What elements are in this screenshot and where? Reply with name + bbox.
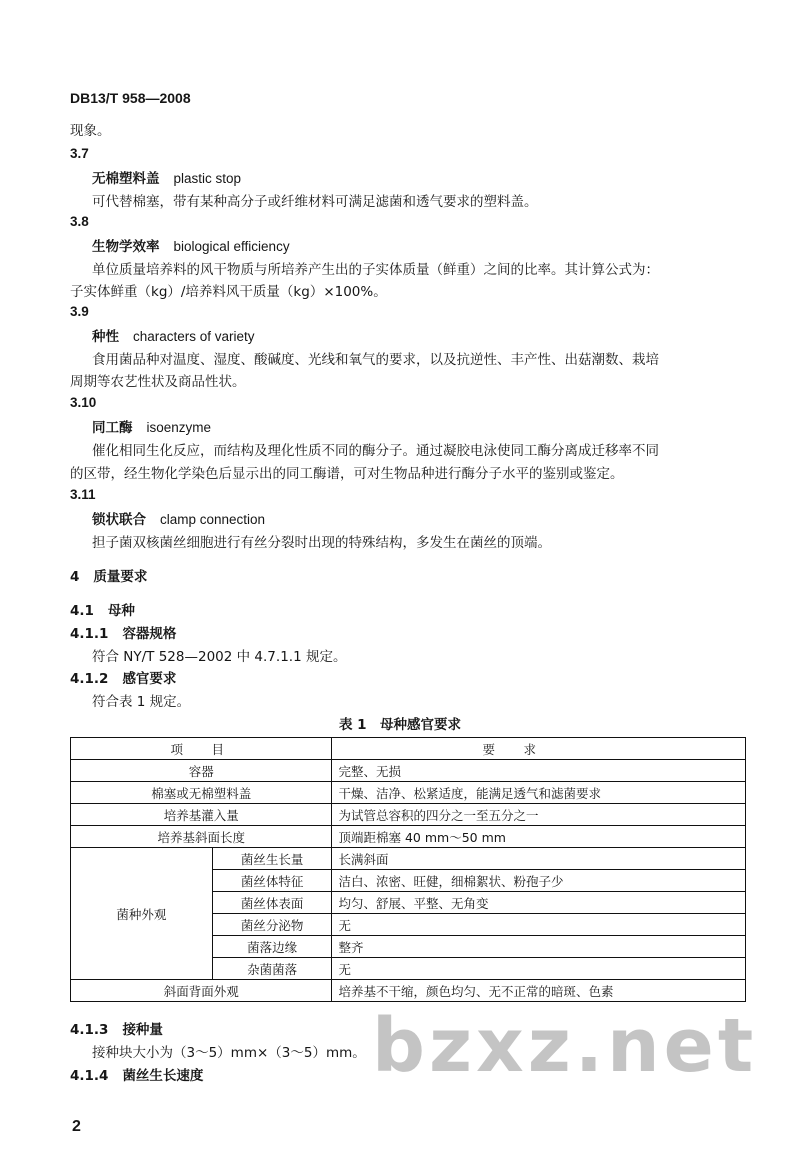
subsection-heading xyxy=(70,1019,163,1041)
table-row xyxy=(71,980,746,1002)
term-en: clamp connection xyxy=(160,512,266,527)
table-cell-item: 培养基灌入量 xyxy=(71,804,332,826)
term-definition: 担子菌双核菌丝细胞进行有丝分裂时出现的特殊结构，多发生在菌丝的顶端。 xyxy=(92,535,551,551)
table-cell-requirement: 长满斜面 xyxy=(332,848,746,870)
subsection-title: 母种 xyxy=(107,603,135,619)
term-heading xyxy=(92,168,241,190)
term-en: biological efficiency xyxy=(173,239,290,254)
subsection-heading xyxy=(70,668,176,690)
standard-code: DB13/T 958—2008 xyxy=(70,90,191,106)
table-cell-subitem: 杂菌菌落 xyxy=(212,958,332,980)
subsection-title: 接种量 xyxy=(122,1022,163,1038)
term-definition: 的区带，经生物化学染色后显示出的同工酶谱，可对生物品种进行酶分子水平的鉴别或鉴定。 xyxy=(70,466,624,482)
term-definition: 催化相同生化反应，而结构及理化性质不同的酶分子。通过凝胶电泳使同工酶分离成迁移率不同 xyxy=(92,443,659,459)
subsection-body: 符合表 1 规定。 xyxy=(92,694,191,710)
table-row xyxy=(71,782,746,804)
subsection-heading xyxy=(70,623,176,645)
table-cell-requirement: 洁白、浓密、旺健，细棉絮状、粉孢子少 xyxy=(332,870,746,892)
section-title: 质量要求 xyxy=(93,569,148,585)
table-row xyxy=(71,804,746,826)
subsection-title: 感官要求 xyxy=(122,671,177,687)
page-number: 2 xyxy=(72,1118,81,1135)
subsection-number: 4.1 xyxy=(70,603,94,619)
table-row xyxy=(71,848,746,870)
table-row xyxy=(71,760,746,782)
term-zh: 锁状联合 xyxy=(92,512,146,528)
term-number: 3.9 xyxy=(70,304,89,319)
term-zh: 种性 xyxy=(92,329,119,345)
table-header-row xyxy=(71,738,746,760)
term-heading xyxy=(92,417,211,439)
term-en: plastic stop xyxy=(173,171,242,186)
table-cell-requirement: 整齐 xyxy=(332,936,746,958)
table-cell-subitem: 菌落边缘 xyxy=(212,936,332,958)
term-heading xyxy=(92,236,290,258)
table-cell-requirement: 顶端距棉塞 40 mm～50 mm xyxy=(332,826,746,848)
term-number: 3.8 xyxy=(70,214,89,229)
subsection-heading xyxy=(70,1065,203,1087)
term-number: 3.11 xyxy=(70,487,96,502)
term-definition: 单位质量培养料的风干物质与所培养产生出的子实体质量（鲜重）之间的比率。其计算公式为： xyxy=(92,262,659,278)
table-caption: 表 1 母种感官要求 xyxy=(338,717,462,733)
term-definition: 周期等农艺性状及商品性状。 xyxy=(70,374,246,390)
table-row xyxy=(71,826,746,848)
table-cell-item: 培养基斜面长度 xyxy=(71,826,332,848)
subsection-number: 4.1.4 xyxy=(70,1068,109,1084)
term-en: characters of variety xyxy=(133,329,255,344)
table-cell-subitem: 菌丝体特征 xyxy=(212,870,332,892)
subsection-body: 接种块大小为（3～5）mm×（3～5）mm。 xyxy=(92,1045,366,1061)
table-cell-requirement: 干燥、洁净、松紧适度，能满足透气和滤菌要求 xyxy=(332,782,746,804)
subsection-body: 符合 NY/T 528—2002 中 4.7.1.1 规定。 xyxy=(92,649,347,665)
sensory-requirements-table xyxy=(70,737,746,1002)
table-cell-item: 容器 xyxy=(71,760,332,782)
section-heading xyxy=(70,566,147,588)
table-cell-requirement: 培养基不干缩，颜色均匀、无不正常的暗斑、色素 xyxy=(332,980,746,1002)
watermark: bzxz.net xyxy=(372,1003,758,1089)
section-number: 4 xyxy=(70,569,80,585)
subsection-heading xyxy=(70,600,135,622)
table-header-item: 项 目 xyxy=(71,738,332,760)
table-cell-requirement: 均匀、舒展、平整、无角变 xyxy=(332,892,746,914)
term-number: 3.10 xyxy=(70,395,97,410)
term-zh: 同工酶 xyxy=(92,420,133,436)
table-cell-requirement: 完整、无损 xyxy=(332,760,746,782)
term-definition: 可代替棉塞，带有某种高分子或纤维材料可满足滤菌和透气要求的塑料盖。 xyxy=(92,194,538,210)
subsection-number: 4.1.3 xyxy=(70,1022,109,1038)
table-header-requirement: 要 求 xyxy=(332,738,746,760)
table-cell-requirement: 为试管总容积的四分之一至五分之一 xyxy=(332,804,746,826)
table-cell-subitem: 菌丝体表面 xyxy=(212,892,332,914)
subsection-number: 4.1.1 xyxy=(70,626,109,642)
term-zh: 无棉塑料盖 xyxy=(92,171,160,187)
table-group-label: 菌种外观 xyxy=(71,848,213,980)
term-number: 3.7 xyxy=(70,146,89,161)
term-heading xyxy=(92,509,265,531)
table-cell-subitem: 菌丝分泌物 xyxy=(212,914,332,936)
term-en: isoenzyme xyxy=(146,420,212,435)
intro-tail: 现象。 xyxy=(70,123,111,139)
term-definition: 子实体鲜重（kg）/培养料风干质量（kg）×100%。 xyxy=(70,284,387,300)
term-definition: 食用菌品种对温度、湿度、酸碱度、光线和氧气的要求，以及抗逆性、丰产性、出菇潮数、栽培 xyxy=(92,352,659,368)
table-cell-item: 斜面背面外观 xyxy=(71,980,332,1002)
term-zh: 生物学效率 xyxy=(92,239,160,255)
subsection-title: 菌丝生长速度 xyxy=(122,1068,204,1084)
term-heading xyxy=(92,326,255,348)
subsection-title: 容器规格 xyxy=(122,626,177,642)
table-cell-requirement: 无 xyxy=(332,914,746,936)
subsection-number: 4.1.2 xyxy=(70,671,109,687)
table-cell-requirement: 无 xyxy=(332,958,746,980)
table-cell-subitem: 菌丝生长量 xyxy=(212,848,332,870)
table-cell-item: 棉塞或无棉塑料盖 xyxy=(71,782,332,804)
